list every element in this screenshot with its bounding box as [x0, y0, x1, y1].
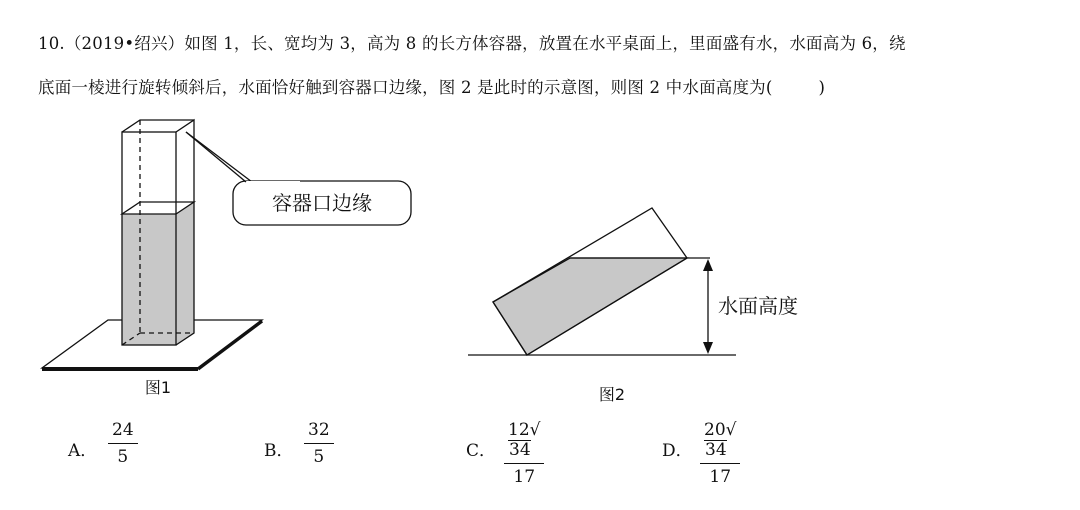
question-text-2: 底面一棱进行旋转倾斜后，水面恰好触到容器口边缘，图 2 是此时的示意图，则图 2 中水面高度为 [38, 78, 766, 97]
option-c-numerator: 12 [508, 420, 530, 440]
table-side [198, 321, 262, 369]
option-d-numerator: 20 [704, 420, 726, 440]
height-label: 水面高度 [718, 294, 798, 318]
figure-1-caption: 图1 [144, 378, 172, 397]
water-fill-tilted [493, 258, 687, 355]
answer-paren-close: ) [818, 78, 826, 97]
option-a-letter: A． [68, 441, 98, 461]
question-number: 10. [38, 34, 65, 53]
option-b-letter: B． [264, 441, 294, 461]
option-a-fraction [108, 420, 138, 467]
sqrt-sign: √ [725, 420, 737, 440]
answer-paren-open: ( [765, 78, 773, 97]
question-text-1: 如图 1，长、宽均为 3，高为 8 的长方体容器，放置在水平桌面上，里面盛有水，水面高为 6，绕 [184, 34, 906, 53]
option-c-fraction [504, 420, 544, 487]
figure-2-caption: 图2 [598, 385, 626, 404]
figure-2 [468, 208, 798, 404]
height-arrow-head-top [703, 259, 713, 271]
option-d-letter: D． [662, 441, 693, 461]
figure-1 [42, 120, 411, 397]
option-d-radicand: 34 [705, 440, 727, 460]
option-a-denominator: 5 [117, 447, 129, 467]
option-b-numerator: 32 [308, 420, 330, 440]
water-side-fill [176, 202, 194, 345]
question-source: （2019•绍兴） [64, 34, 185, 53]
option-b-fraction [304, 420, 334, 467]
water-fill [122, 214, 176, 345]
option-d-fraction [700, 420, 740, 487]
option-c-letter: C． [466, 441, 497, 461]
sqrt-sign: √ [529, 420, 541, 440]
option-a-numerator: 24 [112, 420, 134, 440]
option-c-denominator: 17 [513, 467, 536, 487]
height-arrow-head-bottom [703, 342, 713, 354]
container-top [122, 120, 194, 132]
option-c-radicand: 34 [509, 440, 531, 460]
option-b-denominator: 5 [313, 447, 325, 467]
callout-label: 容器口边缘 [272, 191, 372, 215]
option-d-denominator: 17 [709, 467, 732, 487]
callout-pointer [186, 132, 300, 182]
